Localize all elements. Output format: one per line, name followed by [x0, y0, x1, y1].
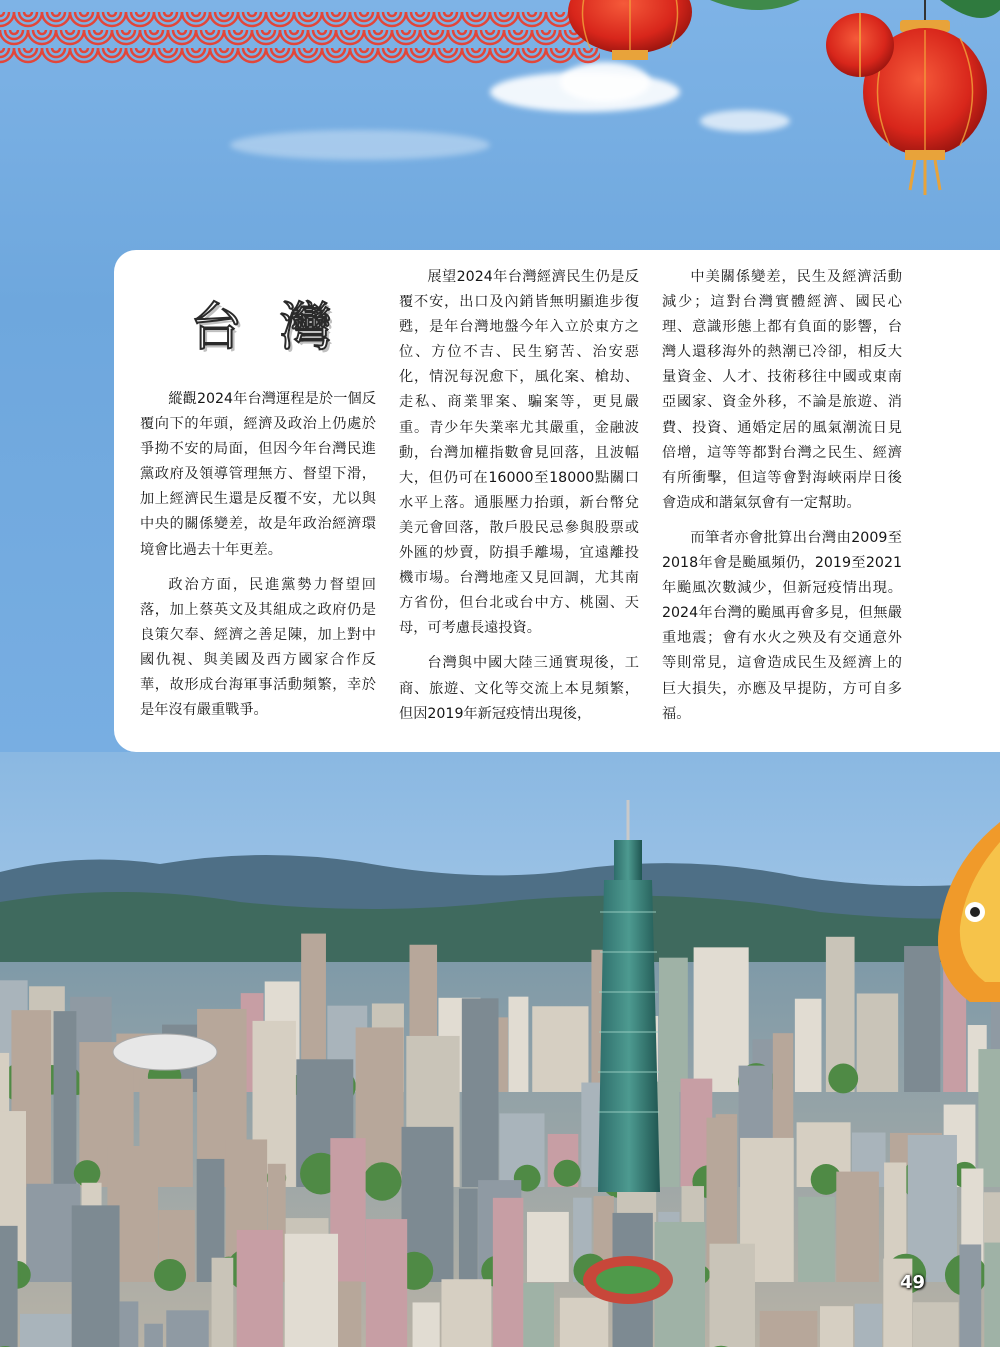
- article-column-1: [140, 387, 376, 733]
- building: [795, 999, 822, 1092]
- paragraph: 中美關係變差，民生及經濟活動減少；這對台灣實體經濟、國民心理、意識形態上都有負面的影響，台灣人還移海外的熱潮已冷卻，相反大量資金、人才、技術移往中國或東南亞國家、資金外移，不論是旅遊、消費、投資、通婚定居的風氣潮流日見倍增，這等等都對台灣之民生、經濟有所衝擊，但這等會對海峽兩岸日後會造成和諧氣氛會有一定幫助。: [662, 269, 902, 511]
- building: [904, 946, 940, 1092]
- article-column-3: [662, 265, 902, 737]
- building: [493, 1198, 523, 1347]
- building: [978, 1049, 1000, 1187]
- building: [523, 1283, 554, 1347]
- building: [836, 1172, 879, 1282]
- building: [72, 1205, 120, 1347]
- building: [237, 1230, 283, 1347]
- building: [54, 1011, 77, 1187]
- building: [527, 1212, 569, 1282]
- building: [913, 1302, 958, 1347]
- building: [0, 1226, 18, 1347]
- tree: [828, 1064, 858, 1094]
- building: [798, 1197, 835, 1282]
- tree: [74, 1160, 101, 1187]
- paragraph: 而筆者亦會批算出台灣由2009至2018年會是颱風頻仍，2019至2021年颱風次數減少，但新冠疫情出現。2024年台灣的颱風再會多見，但無嚴重地震；會有水火之殃及有交通意外等則常見，這會造成民生及經濟上的巨大損失，亦應及早提防，方可自多福。: [662, 529, 902, 722]
- page-number: 49: [900, 1272, 926, 1293]
- tree: [154, 1259, 186, 1291]
- building: [820, 1306, 853, 1347]
- building: [760, 1311, 818, 1347]
- article-title: 台灣: [190, 298, 371, 358]
- lantern-icon: [560, 0, 1000, 200]
- building: [710, 1244, 755, 1347]
- building: [166, 1310, 208, 1347]
- building: [20, 1314, 72, 1347]
- building: [855, 1304, 883, 1347]
- paragraph: 縱觀2024年台灣運程是於一個反覆向下的年頭，經濟及政治上仍處於爭拗不安的局面，但因今年台灣民進黨政府及領導管理無方、督望下滑，加上經濟民生還是反覆不安，尤以與中央的關係變差，故是年政治經濟環境會比過去十年更差。: [140, 391, 376, 558]
- cloud: [230, 130, 490, 160]
- paragraph: 政治方面，民進黨勢力督望回落，加上蔡英文及其組成之政府仍是良策欠奉、經濟之善足陳，加上對中國仇視、與美國及西方國家合作反華，故形成台海軍事活動頻繁，幸於是年沒有嚴重戰爭。: [140, 576, 376, 719]
- paragraph: 展望2024年台灣經濟民生仍是反覆不安，出口及內銷皆無明顯進步復甦，是年台灣地盤今年入立於東方之位、方位不吉、民生窮苦、治安惡化，情況每況愈下，風化案、槍劫、走私、商業罪案、騙案等，更見嚴重。青少年失業率尤其嚴重，金融波動，台灣加權指數會見回落，且波幅大，但仍可在16000至18000點關口水平上落。通脹壓力抬頭，新台幣兌美元會回落，散戶股民忌參與股票或外匯的炒賣，防損手離場，宜遠離投機市場。台灣地產又見回調，尤其南方省份，但台北或台中方、桃園、天母，可考慮長遠投資。: [399, 269, 639, 637]
- building: [532, 1006, 588, 1092]
- building: [144, 1324, 163, 1347]
- building: [984, 1243, 1000, 1347]
- building: [462, 998, 499, 1187]
- building: [959, 1244, 981, 1347]
- building: [659, 958, 688, 1092]
- paragraph: 台灣與中國大陸三通實現後，工商、旅遊、文化等交流上本見頻繁，但因2019年新冠疫情出現後，: [399, 655, 639, 722]
- building: [560, 1298, 608, 1347]
- building: [857, 993, 898, 1092]
- building: [285, 1234, 338, 1347]
- city-photo: [0, 752, 1000, 1347]
- building: [212, 1258, 234, 1347]
- building: [508, 997, 528, 1092]
- article-column-2: [399, 265, 639, 737]
- building: [366, 1219, 407, 1347]
- tree: [554, 1160, 581, 1187]
- building: [338, 1281, 361, 1347]
- building: [441, 1279, 491, 1347]
- building: [120, 1301, 139, 1347]
- tree: [363, 1162, 401, 1200]
- building: [413, 1302, 440, 1347]
- building: [459, 1189, 478, 1282]
- wave-pattern: [0, 0, 600, 70]
- building: [581, 1083, 600, 1187]
